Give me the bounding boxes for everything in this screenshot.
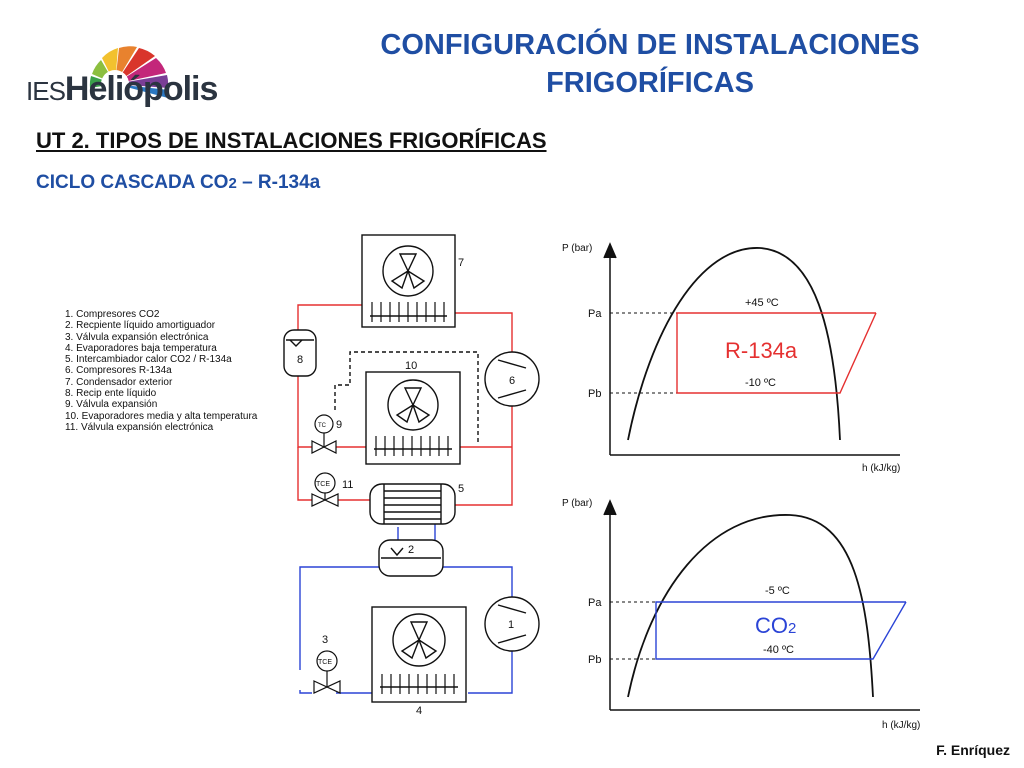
- legend-item: 9. Válvula expansión: [65, 399, 158, 411]
- pb-label: Pb: [588, 388, 602, 400]
- x-axis-label: h (kJ/kg): [882, 720, 921, 731]
- title-line-2: FRIGORÍFICAS: [546, 67, 754, 99]
- title-line-1: CONFIGURACIÓN DE INSTALACIONES: [380, 29, 920, 61]
- legend-item: 11. Válvula expansión electrónica: [65, 421, 214, 433]
- pa-label: Pa: [588, 308, 602, 320]
- tce-label-11: TCE: [316, 481, 330, 488]
- tce-label-3: TCE: [318, 659, 332, 666]
- legend-item: 4. Evaporadores baja temperatura: [65, 342, 217, 354]
- fluid-label-co2-subscript: 2: [788, 620, 797, 637]
- y-axis-label: P (bar): [562, 498, 593, 509]
- unit-title: UT 2. TIPOS DE INSTALACIONES FRIGORÍFICAS: [36, 128, 547, 153]
- label-3: 3: [322, 634, 329, 646]
- low-temperature-label: -10 ºC: [745, 377, 776, 389]
- y-axis-label: P (bar): [562, 243, 593, 254]
- label-11: 11: [342, 479, 354, 491]
- label-1: 1: [508, 619, 515, 631]
- heat-exchanger-5: [370, 484, 455, 524]
- legend-item: 5. Intercambiador calor CO2 / R-134a: [65, 354, 232, 366]
- legend-item: 1. Compresores CO2: [65, 309, 160, 320]
- label-4: 4: [416, 705, 423, 717]
- component-legend: [65, 309, 257, 433]
- legend-item: 6. Compresores R-134a: [65, 365, 172, 377]
- cycle-title: [36, 172, 320, 194]
- electronic-expansion-valve-11: [312, 473, 338, 506]
- label-8: 8: [297, 354, 304, 366]
- label-5: 5: [458, 483, 465, 495]
- expansion-valve-9: [312, 415, 336, 453]
- label-10: 10: [405, 360, 418, 372]
- label-2: 2: [408, 544, 415, 556]
- liquid-receiver-8: [284, 330, 316, 376]
- high-temperature-label: -5 ºC: [765, 585, 790, 597]
- cascade-schematic: [270, 225, 570, 725]
- logo-wordmark: [26, 70, 217, 109]
- ph-diagram-r134a: [562, 232, 920, 482]
- fluid-label-co2: [755, 613, 796, 638]
- tc-label: TC: [318, 423, 326, 429]
- label-9: 9: [336, 419, 343, 431]
- pb-label: Pb: [588, 654, 602, 666]
- condenser-7: [362, 235, 455, 327]
- fluid-label-co2-main: CO: [755, 613, 788, 638]
- evaporator-4: [372, 607, 466, 702]
- legend-item: 10. Evaporadores media y alta temperatura: [65, 410, 258, 422]
- pa-label: Pa: [588, 597, 602, 609]
- legend-item: 7. Condensador exterior: [65, 376, 173, 388]
- x-axis-label: h (kJ/kg): [862, 463, 901, 474]
- cycle-title-main: CICLO CASCADA CO: [36, 172, 229, 193]
- logo-prefix: IES: [26, 76, 65, 106]
- evaporator-10: [366, 372, 460, 464]
- cycle-title-subscript: 2: [228, 175, 237, 192]
- author-credit: F. Enríquez: [936, 742, 1010, 758]
- legend-item: 2. Recpiente líquido amortiguador: [65, 320, 216, 332]
- logo-name: Heliópolis: [64, 70, 218, 108]
- low-temperature-label: -40 ºC: [763, 644, 794, 656]
- legend-item: 8. Recip ente líquido: [65, 388, 157, 400]
- page-title: [300, 26, 1000, 102]
- reference-lines-co2: [610, 602, 656, 659]
- saturation-dome-co2: [628, 515, 873, 697]
- label-6: 6: [509, 375, 516, 387]
- electronic-expansion-valve-3: [314, 651, 340, 693]
- label-7: 7: [458, 257, 465, 269]
- ph-diagram-co2: [560, 490, 940, 735]
- cycle-title-rest: – R-134a: [236, 172, 321, 193]
- fluid-label-r134a: R-134a: [725, 338, 798, 363]
- high-temperature-label: +45 ºC: [745, 297, 779, 309]
- legend-item: 3. Válvula expansión electrónica: [65, 331, 209, 343]
